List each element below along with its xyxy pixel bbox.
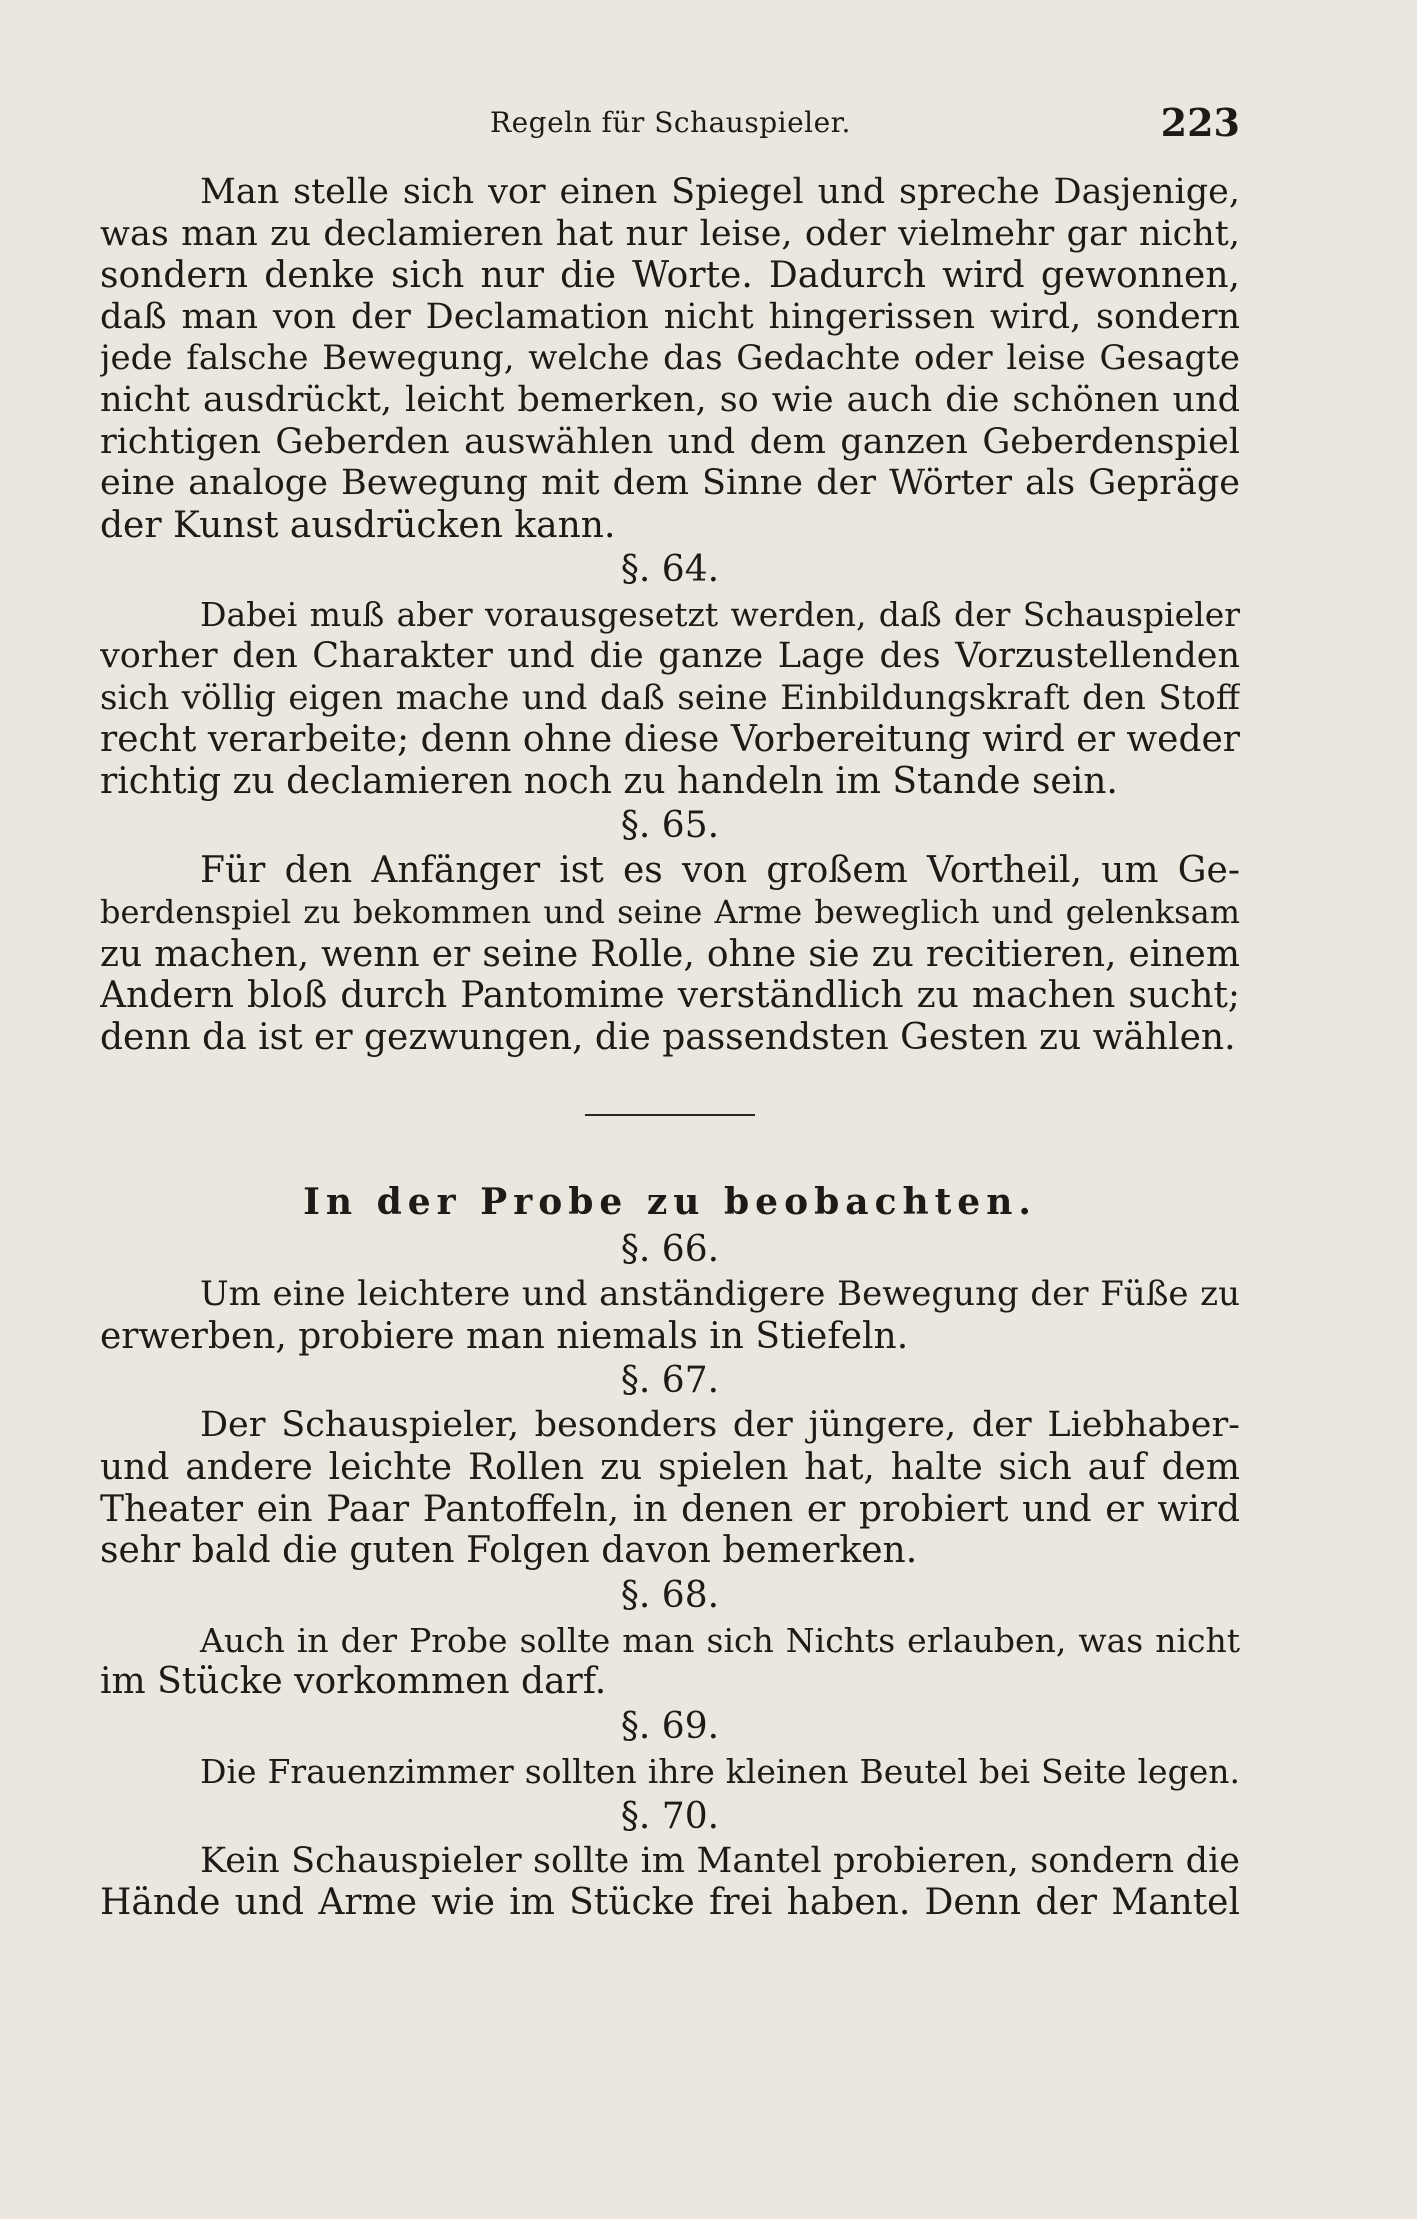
text-line: sich völlig eigen mache und daß seine Einbildungskraft den Stoff [100,677,1240,718]
text-line: was man zu declamieren hat nur leise, oder vielmehr gar nicht, [100,213,1240,254]
text-line: Die Frauenzimmer sollten ihre kleinen Beutel bei Seite legen. [200,1752,1240,1792]
text-line: erwerben, probiere man niemals in Stiefeln. [100,1315,909,1357]
text-line: recht verarbeite; denn ohne diese Vorbereitung wird er weder [100,719,1240,761]
section-number-68: §. 68. [620,1574,720,1616]
text-line: Andern bloß durch Pantomime verständlich zu machen sucht; [100,975,1240,1017]
section-number-69: §. 69. [620,1706,720,1748]
paragraph-66 [100,1274,1240,1357]
text-line: Der Schauspieler, besonders der jüngere, der Liebhaber- [200,1405,1240,1446]
page-header [100,100,1240,150]
text-line: daß man von der Declamation nicht hingerissen wird, sondern [100,296,1240,337]
text-line: und andere leichte Rollen zu spielen hat, halte sich auf dem [100,1447,1240,1489]
section-number-65: §. 65. [620,805,720,847]
text-line: der Kunst ausdrücken kann. [100,504,616,546]
text-line: denn da ist er gezwungen, die passendsten Gesten zu wählen. [100,1016,1236,1058]
text-line: richtig zu declamieren noch zu handeln im Stande sein. [100,760,1118,802]
paragraph-65 [100,850,1240,1058]
paragraph-64 [100,594,1240,802]
section-divider [585,1114,755,1116]
page-number: 223 [1160,100,1240,145]
text-line: Man stelle sich vor einen Spiegel und spreche Dasjenige, [200,172,1240,212]
paragraph-63 [100,172,1240,546]
paragraph-68 [100,1620,1240,1703]
text-line: jede falsche Bewegung, welche das Gedachte oder leise Gesagte [100,338,1240,379]
text-line: im Stücke vorkommen darf. [100,1661,607,1703]
text-line: nicht ausdrückt, leicht bemerken, so wie auch die schönen und [100,379,1240,420]
page-body [100,172,1240,1924]
section-number-67: §. 67. [620,1360,720,1402]
text-line: Dabei muß aber vorausgesetzt werden, daß der Schauspieler [200,595,1240,635]
text-line: Kein Schauspieler sollte im Mantel probieren, sondern die [200,1840,1240,1881]
text-line: vorher den Charakter und die ganze Lage des Vorzustellenden [100,635,1240,676]
text-line: richtigen Geberden auswählen und dem ganzen Geberdenspiel [100,421,1240,462]
text-line: Auch in der Probe sollte man sich Nichts erlauben, was nicht [200,1620,1240,1660]
text-line: Theater ein Paar Pantoffeln, in denen er probiert und er wird [100,1488,1240,1530]
text-line: sehr bald die guten Folgen davon bemerken. [100,1530,918,1572]
paragraph-70 [100,1841,1240,1924]
paragraph-69 [100,1751,1240,1793]
running-title: Regeln für Schauspieler. [490,106,851,139]
chapter-heading: In der Probe zu beobachten. [303,1181,1037,1224]
paragraph-67 [100,1405,1240,1571]
text-line: sondern denke sich nur die Worte. Dadurch wird gewonnen, [100,255,1240,297]
text-line: Um eine leichtere und anständigere Bewegung der Füße zu [200,1274,1240,1315]
section-number-64: §. 64. [620,549,720,591]
text-line: zu machen, wenn er seine Rolle, ohne sie zu recitieren, einem [100,933,1240,975]
section-number-66: §. 66. [620,1229,720,1271]
text-line: Für den Anfänger ist es von großem Vortheil, um Ge- [200,850,1240,892]
section-number-70: §. 70. [620,1795,720,1837]
text-line: Hände und Arme wie im Stücke frei haben. Denn der Mantel [100,1882,1240,1924]
text-line: eine analoge Bewegung mit dem Sinne der Wörter als Gepräge [100,463,1240,504]
text-line: berdenspiel zu bekommen und seine Arme beweglich und gelenksam [100,892,1240,931]
